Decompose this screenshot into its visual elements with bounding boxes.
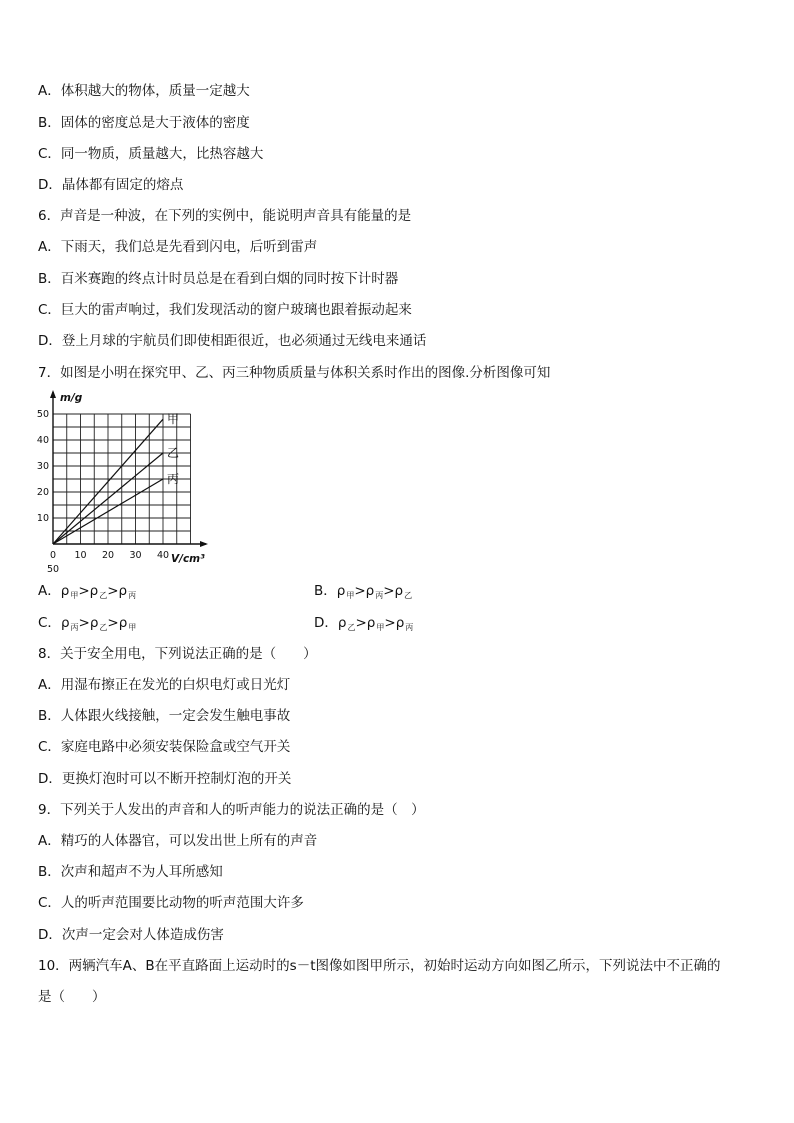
density-subscript: 甲 — [128, 623, 137, 632]
density-symbol: ρ — [89, 615, 99, 631]
greater-than-sign: > — [355, 615, 367, 631]
option-prefix: D． — [314, 615, 338, 631]
greater-than-sign: > — [107, 583, 119, 599]
x-tick-label: 50 — [46, 564, 60, 574]
x-axis-arrow — [200, 541, 208, 547]
density-symbol: ρ — [395, 615, 405, 631]
series-label: 甲 — [167, 412, 180, 427]
greater-than-sign: > — [383, 583, 395, 599]
x-tick-label: 30 — [129, 550, 142, 561]
series-label: 乙 — [167, 446, 180, 460]
density-symbol: ρ — [118, 615, 128, 631]
density-symbol: ρ — [337, 615, 347, 631]
q8-option-c: C．家庭电路中必须安装保险盒或空气开关 — [38, 739, 291, 755]
density-subscript: 甲 — [376, 623, 385, 632]
density-subscript: 丙 — [405, 623, 414, 632]
q7-option-a — [38, 582, 136, 602]
chart-series — [53, 412, 179, 544]
y-tick-label: 30 — [36, 461, 49, 472]
x-axis-title: V/cm³ — [171, 553, 205, 565]
density-symbol: ρ — [394, 583, 404, 599]
y-tick-label: 10 — [36, 513, 49, 524]
option-prefix: C． — [38, 615, 61, 631]
q9-stem: 9．下列关于人发出的声音和人的听声能力的说法正确的是（ ） — [38, 802, 425, 818]
y-tick-label: 40 — [36, 435, 49, 446]
q7-stem: 7．如图是小明在探究甲、乙、丙三种物质质量与体积关系时作出的图像.分析图像可知 — [38, 365, 551, 381]
density-subscript: 丙 — [375, 591, 384, 600]
q5-option-d: D．晶体都有固定的熔点 — [38, 177, 184, 193]
q5-option-a: A．体积越大的物体，质量一定越大 — [38, 83, 250, 99]
density-subscript: 乙 — [347, 623, 356, 632]
q6-stem: 6．声音是一种波，在下列的实例中，能说明声音具有能量的是 — [38, 208, 412, 224]
y-tick-label: 20 — [36, 487, 49, 498]
q9-option-c: C．人的听声范围要比动物的听声范围大许多 — [38, 895, 304, 911]
greater-than-sign: > — [78, 615, 90, 631]
y-tick-label: 50 — [36, 409, 49, 420]
x-tick-label: 0 — [49, 550, 57, 561]
density-symbol: ρ — [89, 583, 99, 599]
greater-than-sign: > — [107, 615, 119, 631]
q10-stem-line2: 是（ ） — [38, 989, 106, 1005]
density-subscript: 乙 — [99, 623, 108, 632]
option-prefix: A． — [38, 583, 61, 599]
q8-stem: 8．关于安全用电，下列说法正确的是（ ） — [38, 646, 317, 662]
density-symbol: ρ — [60, 615, 70, 631]
density-symbol: ρ — [118, 583, 128, 599]
q5-option-c: C．同一物质，质量越大，比热容越大 — [38, 146, 264, 162]
greater-than-sign: > — [384, 615, 396, 631]
q8-option-a: A．用湿布擦正在发光的白炽电灯或日光灯 — [38, 677, 291, 693]
x-tick-label: 40 — [156, 550, 170, 561]
q6-option-c: C．巨大的雷声响过，我们发现活动的窗户玻璃也跟着振动起来 — [38, 302, 412, 318]
y-axis-arrow — [50, 390, 56, 398]
density-symbol: ρ — [336, 583, 346, 599]
q7-option-d — [314, 614, 413, 634]
q10-stem-line1: 10．两辆汽车A、B在平直路面上运动时的s－t图像如图甲所示，初始时运动方向如图乙所示，下列说法中不正确的 — [38, 958, 721, 974]
q9-option-b: B．次声和超声不为人耳所感知 — [38, 864, 223, 880]
q9-option-d: D．次声一定会对人体造成伤害 — [38, 927, 224, 943]
q9-option-a: A．精巧的人体器官，可以发出世上所有的声音 — [38, 833, 318, 849]
density-symbol: ρ — [365, 583, 375, 599]
option-prefix: B． — [314, 583, 337, 599]
y-axis-title: m/g — [60, 392, 83, 404]
x-tick-label: 10 — [74, 550, 87, 561]
x-tick-label: 20 — [101, 550, 115, 561]
greater-than-sign: > — [78, 583, 90, 599]
q8-option-b: B．人体跟火线接触，一定会发生触电事故 — [38, 708, 291, 724]
chart-axes — [50, 390, 208, 547]
q7-option-c — [38, 614, 136, 634]
density-subscript: 甲 — [70, 591, 79, 600]
density-subscript: 甲 — [346, 591, 355, 600]
series-label: 丙 — [167, 472, 180, 486]
q7-option-b — [314, 582, 412, 602]
density-subscript: 丙 — [128, 591, 137, 600]
q6-option-b: B．百米赛跑的终点计时员总是在看到白烟的同时按下计时器 — [38, 271, 399, 287]
q6-option-d: D．登上月球的宇航员们即使相距很近，也必须通过无线电来通话 — [38, 333, 427, 349]
mass-volume-chart — [30, 388, 220, 574]
density-subscript: 乙 — [99, 591, 108, 600]
density-symbol: ρ — [60, 583, 70, 599]
q5-option-b: B．固体的密度总是大于液体的密度 — [38, 115, 250, 131]
density-symbol: ρ — [366, 615, 376, 631]
density-subscript: 丙 — [70, 623, 79, 632]
q8-option-d: D．更换灯泡时可以不断开控制灯泡的开关 — [38, 771, 292, 787]
density-subscript: 乙 — [404, 591, 413, 600]
greater-than-sign: > — [354, 583, 366, 599]
q6-option-a: A．下雨天，我们总是先看到闪电，后听到雷声 — [38, 239, 318, 255]
